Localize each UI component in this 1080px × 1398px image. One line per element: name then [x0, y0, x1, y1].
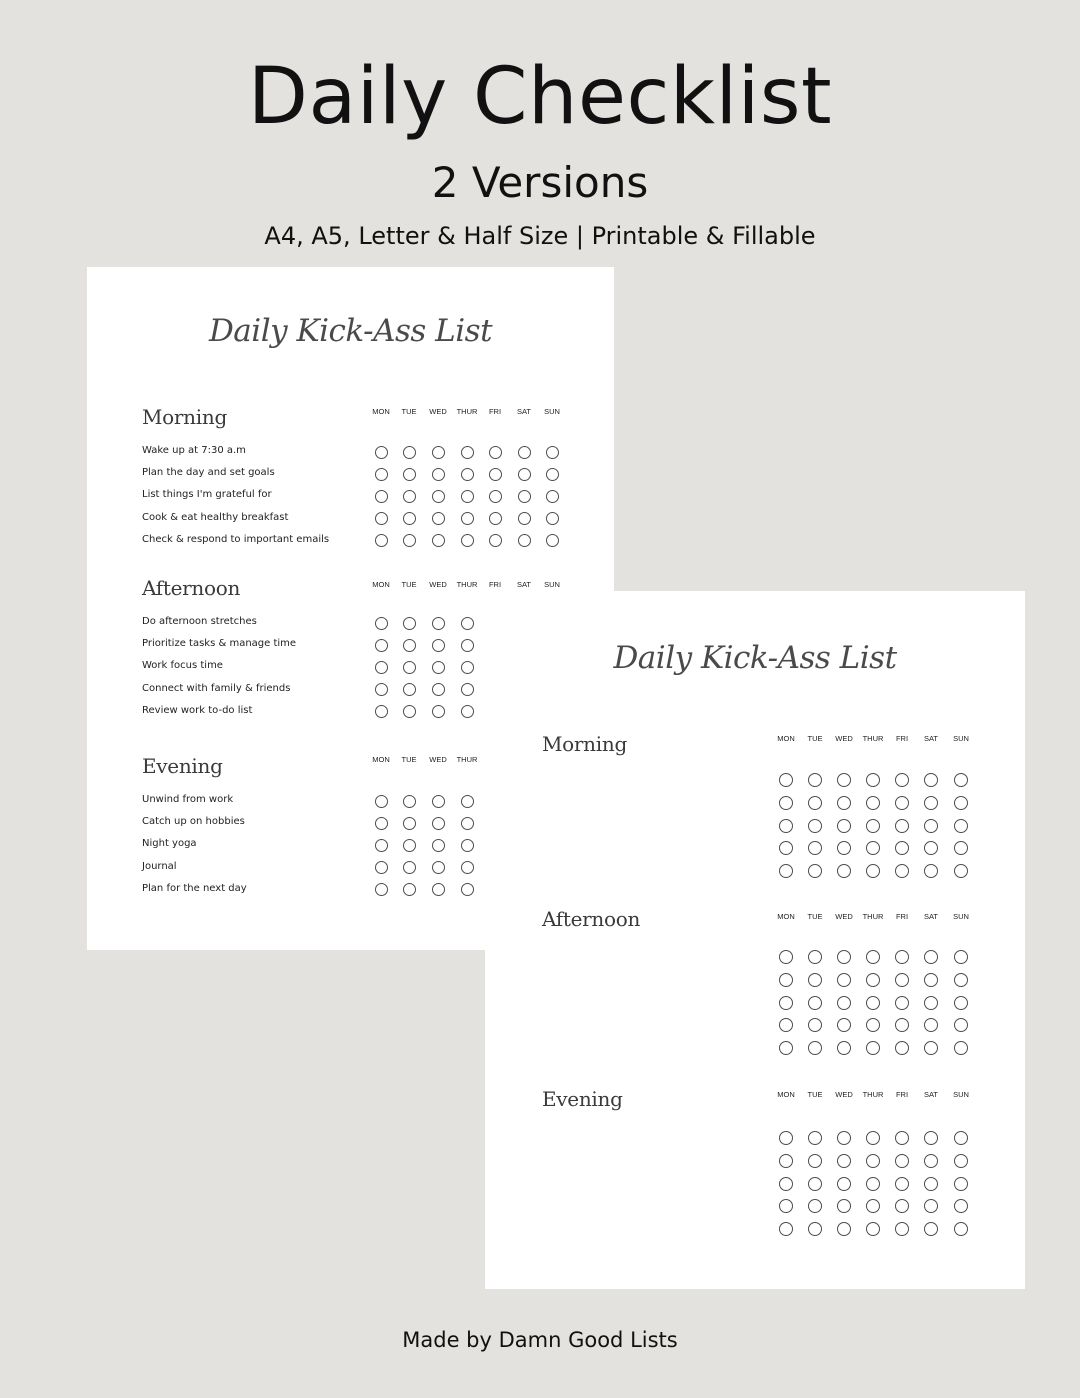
checkbox-circle[interactable] — [432, 468, 445, 481]
checkbox-circle[interactable] — [375, 883, 388, 896]
checkbox-circle[interactable] — [779, 864, 793, 878]
checkbox-circle[interactable] — [779, 996, 793, 1010]
checkbox-circle[interactable] — [808, 1154, 822, 1168]
checkbox-circle[interactable] — [461, 490, 474, 503]
checkbox-circle[interactable] — [518, 534, 531, 547]
checkbox-circle[interactable] — [375, 817, 388, 830]
task-label: Night yoga — [142, 838, 197, 850]
checkbox-circle[interactable] — [895, 1154, 909, 1168]
checklist-version-2 — [485, 591, 1025, 1289]
day-header: TUE — [807, 912, 823, 921]
checkbox-circle[interactable] — [375, 468, 388, 481]
checkbox-circle[interactable] — [837, 819, 851, 833]
day-header: THUR — [862, 1090, 884, 1099]
checkbox-circle[interactable] — [375, 512, 388, 525]
checkbox-circle[interactable] — [924, 1154, 938, 1168]
day-header: SAT — [516, 580, 532, 589]
checkbox-circle[interactable] — [808, 819, 822, 833]
checkbox-circle[interactable] — [895, 996, 909, 1010]
checkbox-circle[interactable] — [895, 773, 909, 787]
checkbox-circle[interactable] — [895, 819, 909, 833]
day-header: THUR — [862, 912, 884, 921]
checkbox-circle[interactable] — [779, 796, 793, 810]
checkbox-circle[interactable] — [924, 796, 938, 810]
checkbox-circle[interactable] — [779, 950, 793, 964]
day-header: WED — [429, 755, 447, 764]
checkbox-circle[interactable] — [779, 1199, 793, 1213]
day-header: MON — [372, 407, 390, 416]
checkbox-circle[interactable] — [546, 512, 559, 525]
checkbox-circle[interactable] — [866, 1131, 880, 1145]
checkbox-circle[interactable] — [546, 534, 559, 547]
checkbox-circle[interactable] — [432, 705, 445, 718]
checkbox-circle[interactable] — [808, 1041, 822, 1055]
checkbox-circle[interactable] — [924, 950, 938, 964]
checkbox-circle[interactable] — [837, 841, 851, 855]
checkbox-circle[interactable] — [518, 446, 531, 459]
checkbox-circle[interactable] — [461, 705, 474, 718]
checkbox-circle[interactable] — [375, 683, 388, 696]
checkbox-circle[interactable] — [461, 861, 474, 874]
checkbox-circle[interactable] — [954, 1131, 968, 1145]
checkbox-circle[interactable] — [866, 819, 880, 833]
checkbox-circle[interactable] — [779, 773, 793, 787]
checkbox-circle[interactable] — [954, 841, 968, 855]
checkbox-circle[interactable] — [924, 819, 938, 833]
day-header: WED — [429, 580, 447, 589]
checkbox-circle[interactable] — [866, 950, 880, 964]
checkbox-circle[interactable] — [403, 639, 416, 652]
checkbox-circle[interactable] — [866, 973, 880, 987]
checkbox-circle[interactable] — [403, 705, 416, 718]
checkbox-circle[interactable] — [866, 773, 880, 787]
day-header: THUR — [456, 755, 478, 764]
checkbox-circle[interactable] — [866, 1199, 880, 1213]
day-header: MON — [777, 912, 795, 921]
checkbox-circle[interactable] — [375, 534, 388, 547]
checkbox-circle[interactable] — [779, 973, 793, 987]
day-header: MON — [372, 755, 390, 764]
checkbox-circle[interactable] — [518, 490, 531, 503]
checkbox-circle[interactable] — [954, 1154, 968, 1168]
checkbox-circle[interactable] — [837, 1222, 851, 1236]
checkbox-circle[interactable] — [895, 1222, 909, 1236]
checkbox-circle[interactable] — [924, 996, 938, 1010]
checkbox-circle[interactable] — [895, 1018, 909, 1032]
checkbox-circle[interactable] — [461, 817, 474, 830]
checkbox-circle[interactable] — [375, 795, 388, 808]
checkbox-circle[interactable] — [895, 796, 909, 810]
day-header: MON — [777, 734, 795, 743]
checkbox-circle[interactable] — [779, 1177, 793, 1191]
day-header: TUE — [807, 734, 823, 743]
checkbox-circle[interactable] — [895, 864, 909, 878]
day-header: WED — [429, 407, 447, 416]
checkbox-circle[interactable] — [375, 661, 388, 674]
task-label: List things I'm grateful for — [142, 489, 272, 501]
checkbox-circle[interactable] — [779, 1018, 793, 1032]
checkbox-circle[interactable] — [924, 1222, 938, 1236]
checkbox-circle[interactable] — [779, 819, 793, 833]
checkbox-circle[interactable] — [489, 490, 502, 503]
section-title-evening: Evening — [542, 1087, 623, 1111]
checkbox-circle[interactable] — [866, 1018, 880, 1032]
checkbox-circle[interactable] — [461, 512, 474, 525]
checkbox-circle[interactable] — [924, 864, 938, 878]
checkbox-circle[interactable] — [432, 617, 445, 630]
checkbox-circle[interactable] — [837, 1131, 851, 1145]
checkbox-circle[interactable] — [954, 1177, 968, 1191]
section-title-afternoon: Afternoon — [142, 576, 241, 600]
checkbox-circle[interactable] — [954, 819, 968, 833]
day-header: SAT — [923, 1090, 939, 1099]
day-header: THUR — [456, 580, 478, 589]
checkbox-circle[interactable] — [403, 661, 416, 674]
checkbox-circle[interactable] — [461, 468, 474, 481]
checkbox-circle[interactable] — [432, 661, 445, 674]
checkbox-circle[interactable] — [837, 796, 851, 810]
task-label: Journal — [142, 860, 177, 872]
checkbox-circle[interactable] — [403, 446, 416, 459]
checkbox-circle[interactable] — [403, 883, 416, 896]
day-header: MON — [777, 1090, 795, 1099]
checkbox-circle[interactable] — [954, 950, 968, 964]
page-title: Daily Checklist — [247, 52, 833, 142]
day-header: FRI — [488, 580, 502, 589]
task-label: Unwind from work — [142, 794, 234, 805]
checkbox-circle[interactable] — [808, 950, 822, 964]
task-label: Wake up at 7:30 a.m — [142, 445, 246, 456]
checkbox-circle[interactable] — [895, 1041, 909, 1055]
checkbox-circle[interactable] — [403, 617, 416, 630]
checkbox-circle[interactable] — [924, 1177, 938, 1191]
checkbox-circle[interactable] — [837, 1018, 851, 1032]
day-header: SAT — [516, 407, 532, 416]
checkbox-circle[interactable] — [837, 996, 851, 1010]
day-header: TUE — [401, 580, 417, 589]
checkbox-circle[interactable] — [375, 705, 388, 718]
checkbox-circle[interactable] — [432, 817, 445, 830]
checkbox-circle[interactable] — [866, 864, 880, 878]
sheet-title: Daily Kick-Ass List — [208, 313, 493, 349]
checkbox-circle[interactable] — [375, 617, 388, 630]
day-header: SUN — [953, 734, 969, 743]
day-header: FRI — [895, 912, 909, 921]
checkbox-circle[interactable] — [546, 468, 559, 481]
checkbox-circle[interactable] — [808, 1131, 822, 1145]
checkbox-circle[interactable] — [866, 841, 880, 855]
checkbox-circle[interactable] — [808, 973, 822, 987]
checkbox-circle[interactable] — [461, 617, 474, 630]
checkbox-circle[interactable] — [432, 683, 445, 696]
task-label: Connect with family & friends — [142, 682, 291, 694]
task-label: Check & respond to important emails — [142, 533, 330, 545]
task-label: Prioritize tasks & manage time — [142, 638, 297, 650]
sheet-title: Daily Kick-Ass List — [613, 640, 897, 676]
day-header: SUN — [953, 1090, 969, 1099]
checkbox-circle[interactable] — [866, 1177, 880, 1191]
section-title-morning: Morning — [142, 405, 227, 429]
page-subtitle: 2 Versions — [431, 158, 649, 207]
task-label: Catch up on hobbies — [142, 816, 245, 828]
checkbox-circle[interactable] — [954, 973, 968, 987]
day-header: SUN — [544, 580, 560, 589]
checkbox-circle[interactable] — [779, 1131, 793, 1145]
checkbox-circle[interactable] — [546, 446, 559, 459]
footer-credit: Made by Damn Good Lists — [402, 1328, 678, 1352]
checkbox-circle[interactable] — [518, 468, 531, 481]
checkbox-circle[interactable] — [432, 512, 445, 525]
day-header: TUE — [401, 755, 417, 764]
checkbox-circle[interactable] — [924, 1131, 938, 1145]
checkbox-circle[interactable] — [461, 661, 474, 674]
section-title-afternoon: Afternoon — [542, 907, 641, 931]
checkbox-circle[interactable] — [954, 864, 968, 878]
day-header: WED — [835, 1090, 853, 1099]
day-header: WED — [835, 912, 853, 921]
day-header: SAT — [923, 734, 939, 743]
checkbox-circle[interactable] — [837, 950, 851, 964]
checkbox-circle[interactable] — [489, 512, 502, 525]
checkbox-circle[interactable] — [895, 1199, 909, 1213]
day-header: TUE — [401, 407, 417, 416]
checkbox-circle[interactable] — [866, 1154, 880, 1168]
checkbox-circle[interactable] — [403, 839, 416, 852]
day-header: SAT — [923, 912, 939, 921]
checkbox-circle[interactable] — [403, 817, 416, 830]
day-header: FRI — [895, 734, 909, 743]
checkbox-circle[interactable] — [779, 1041, 793, 1055]
checkbox-circle[interactable] — [808, 864, 822, 878]
checkbox-circle[interactable] — [895, 950, 909, 964]
day-header: THUR — [862, 734, 884, 743]
checkbox-circle[interactable] — [461, 839, 474, 852]
checkbox-circle[interactable] — [808, 996, 822, 1010]
checkbox-circle[interactable] — [866, 796, 880, 810]
checkbox-circle[interactable] — [461, 446, 474, 459]
checkbox-circle[interactable] — [808, 1222, 822, 1236]
checkbox-circle[interactable] — [489, 446, 502, 459]
checkbox-circle[interactable] — [837, 864, 851, 878]
checkbox-circle[interactable] — [432, 490, 445, 503]
checkbox-circle[interactable] — [403, 490, 416, 503]
checkbox-circle[interactable] — [924, 1041, 938, 1055]
checkbox-circle[interactable] — [808, 1018, 822, 1032]
checkbox-circle[interactable] — [403, 795, 416, 808]
checkbox-circle[interactable] — [461, 639, 474, 652]
checkbox-circle[interactable] — [954, 1041, 968, 1055]
checkbox-circle[interactable] — [461, 883, 474, 896]
checkbox-circle[interactable] — [432, 534, 445, 547]
checkbox-circle[interactable] — [489, 468, 502, 481]
checkbox-circle[interactable] — [954, 1222, 968, 1236]
task-label: Plan the day and set goals — [142, 467, 275, 479]
checkbox-circle[interactable] — [432, 839, 445, 852]
checkbox-circle[interactable] — [779, 841, 793, 855]
checkbox-circle[interactable] — [375, 839, 388, 852]
checkbox-circle[interactable] — [779, 1222, 793, 1236]
section-title-morning: Morning — [542, 732, 627, 756]
checkbox-circle[interactable] — [954, 1018, 968, 1032]
checkbox-circle[interactable] — [954, 1199, 968, 1213]
checkbox-circle[interactable] — [924, 973, 938, 987]
checkbox-circle[interactable] — [808, 773, 822, 787]
checkbox-circle[interactable] — [924, 1199, 938, 1213]
checkbox-circle[interactable] — [432, 795, 445, 808]
checkbox-circle[interactable] — [518, 512, 531, 525]
checkbox-circle[interactable] — [866, 1041, 880, 1055]
checkbox-circle[interactable] — [895, 973, 909, 987]
checkbox-circle[interactable] — [432, 639, 445, 652]
checkbox-circle[interactable] — [924, 773, 938, 787]
task-label: Review work to-do list — [142, 704, 253, 716]
checkbox-circle[interactable] — [837, 1177, 851, 1191]
checkbox-circle[interactable] — [895, 1177, 909, 1191]
checkbox-circle[interactable] — [403, 468, 416, 481]
day-header: SUN — [544, 407, 560, 416]
checkbox-circle[interactable] — [954, 773, 968, 787]
checkbox-circle[interactable] — [808, 1199, 822, 1213]
checkbox-circle[interactable] — [432, 861, 445, 874]
task-label: Plan for the next day — [142, 882, 247, 894]
checkbox-circle[interactable] — [924, 1018, 938, 1032]
task-label: Do afternoon stretches — [142, 616, 257, 627]
checkbox-circle[interactable] — [808, 841, 822, 855]
checkbox-circle[interactable] — [375, 446, 388, 459]
checkbox-circle[interactable] — [808, 1177, 822, 1191]
checkbox-circle[interactable] — [489, 534, 502, 547]
day-header: TUE — [807, 1090, 823, 1099]
size-info: A4, A5, Letter & Half Size | Printable & Fillable — [264, 222, 816, 250]
checkbox-circle[interactable] — [837, 1154, 851, 1168]
checkbox-circle[interactable] — [546, 490, 559, 503]
day-header: MON — [372, 580, 390, 589]
checkbox-circle[interactable] — [895, 841, 909, 855]
checkbox-circle[interactable] — [954, 796, 968, 810]
checkbox-circle[interactable] — [954, 996, 968, 1010]
checkbox-circle[interactable] — [375, 490, 388, 503]
checkbox-circle[interactable] — [432, 446, 445, 459]
checkbox-circle[interactable] — [895, 1131, 909, 1145]
day-header: THUR — [456, 407, 478, 416]
checkbox-circle[interactable] — [375, 639, 388, 652]
day-header: FRI — [895, 1090, 909, 1099]
checkbox-circle[interactable] — [432, 883, 445, 896]
checkbox-circle[interactable] — [837, 973, 851, 987]
day-header: SUN — [953, 912, 969, 921]
checkbox-circle[interactable] — [403, 512, 416, 525]
checkbox-circle[interactable] — [837, 773, 851, 787]
checkbox-circle[interactable] — [866, 996, 880, 1010]
task-label: Cook & eat healthy breakfast — [142, 511, 289, 523]
task-label: Work focus time — [142, 660, 223, 672]
checkbox-circle[interactable] — [461, 683, 474, 696]
checkbox-circle[interactable] — [837, 1199, 851, 1213]
day-header: WED — [835, 734, 853, 743]
checkbox-circle[interactable] — [461, 795, 474, 808]
checkbox-circle[interactable] — [375, 861, 388, 874]
checkbox-circle[interactable] — [924, 841, 938, 855]
checkbox-circle[interactable] — [866, 1222, 880, 1236]
day-header: FRI — [488, 407, 502, 416]
checkbox-circle[interactable] — [403, 683, 416, 696]
checkbox-circle[interactable] — [837, 1041, 851, 1055]
checkbox-circle[interactable] — [461, 534, 474, 547]
checkbox-circle[interactable] — [779, 1154, 793, 1168]
checkbox-circle[interactable] — [403, 861, 416, 874]
section-title-evening: Evening — [142, 754, 223, 778]
checkbox-circle[interactable] — [403, 534, 416, 547]
checkbox-circle[interactable] — [808, 796, 822, 810]
